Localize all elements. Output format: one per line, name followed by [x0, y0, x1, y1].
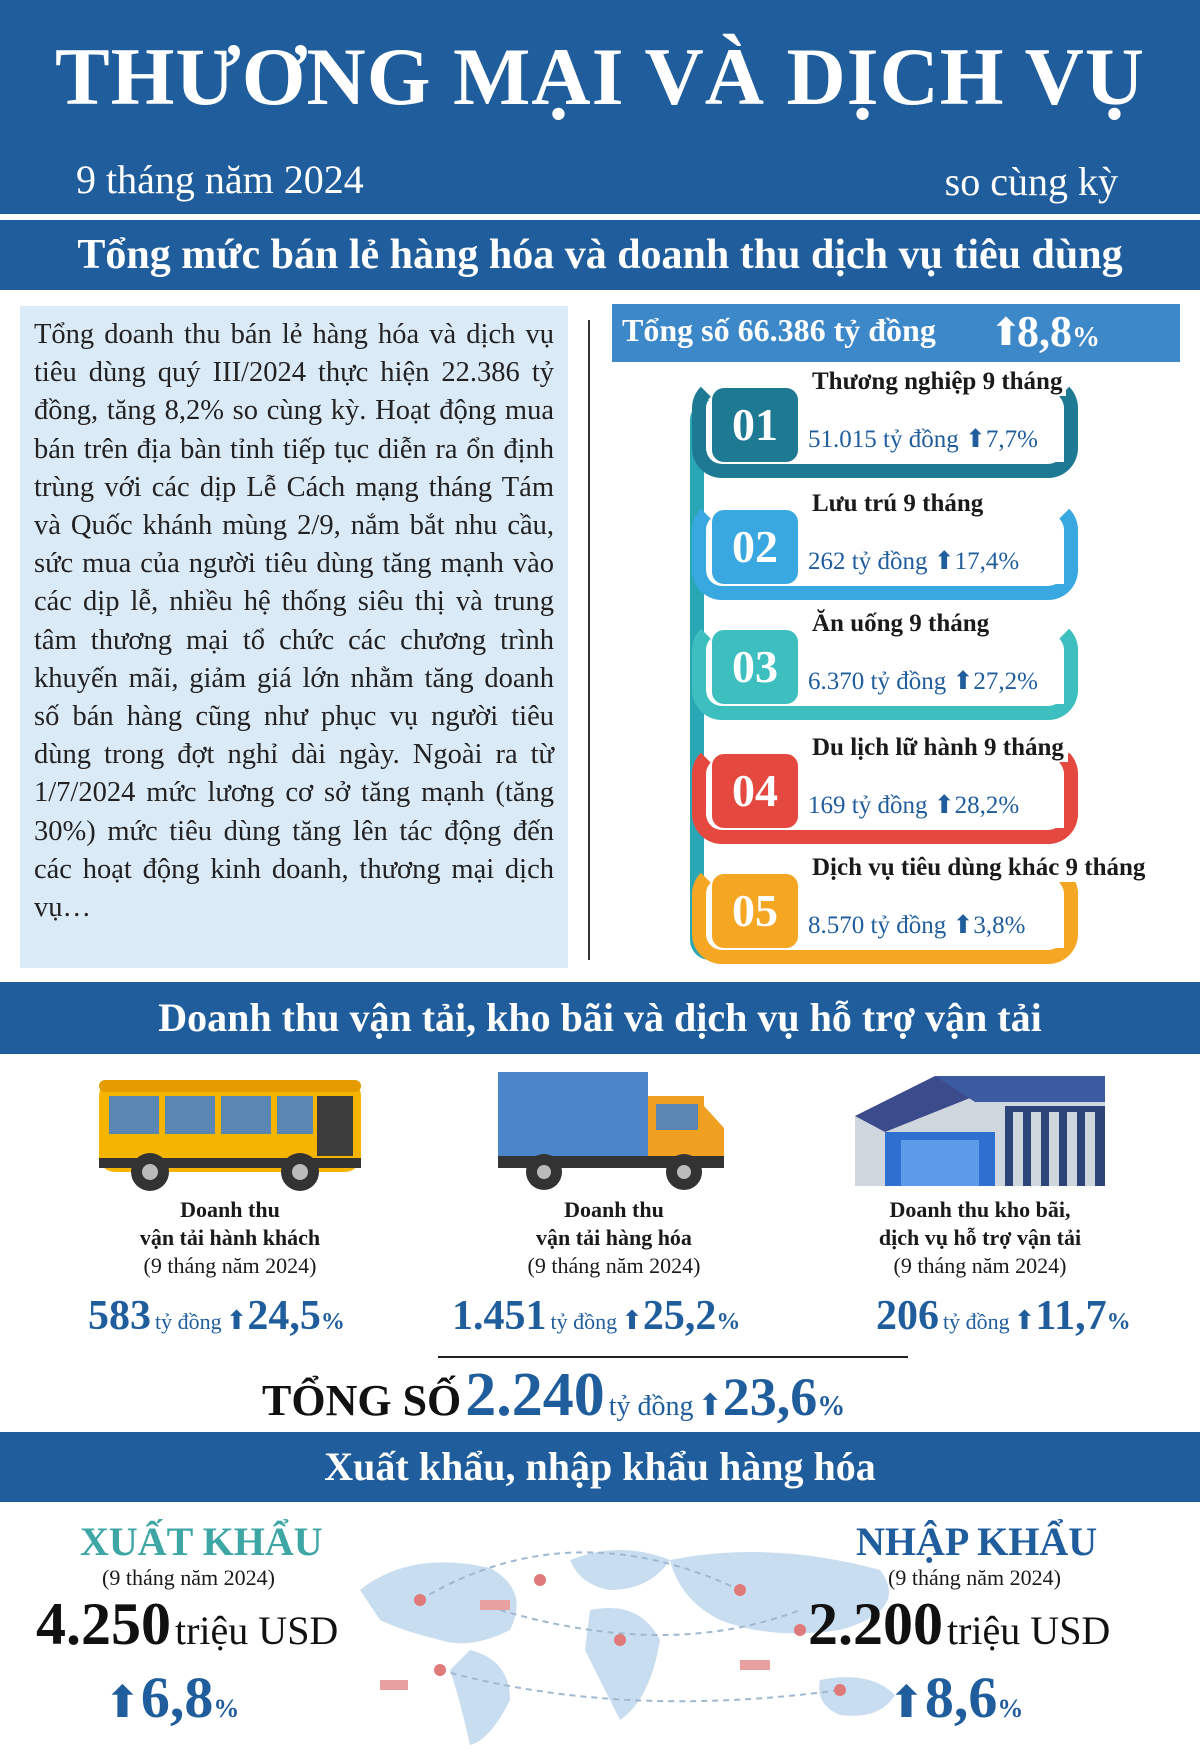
- up-arrow-icon: ⬆: [933, 548, 955, 575]
- transport-passenger-value: 583 tỷ đồng ⬆24,5%: [88, 1293, 345, 1339]
- retail-card-number: 02: [712, 510, 798, 584]
- up-arrow-icon: ⬆: [1013, 1306, 1036, 1335]
- transport-warehouse-line1: Doanh thu kho bãi,: [889, 1197, 1071, 1222]
- retail-total-box: [612, 304, 1180, 362]
- retail-total-pct: 8,8%: [1017, 307, 1100, 356]
- header: [0, 0, 1200, 216]
- transport-goods: [424, 1066, 804, 1280]
- transport-warehouse: [790, 1066, 1170, 1280]
- transport-goods-value: 1.451 tỷ đồng ⬆25,2%: [452, 1293, 741, 1339]
- transport-total-pct: 23,6%: [722, 1367, 846, 1427]
- retail-card-value: 6.370 tỷ đồng ⬆27,2%: [804, 660, 1064, 704]
- retail-total-label: Tổng số 66.386 tỷ đồng: [622, 312, 936, 348]
- retail-card-number: 04: [712, 754, 798, 828]
- retail-divider: [588, 320, 590, 960]
- retail-card: [692, 734, 1078, 856]
- transport-goods-line3: (9 tháng năm 2024): [527, 1253, 701, 1278]
- comparison-label: so cùng kỳ: [944, 159, 1118, 204]
- transport-passenger-line3: (9 tháng năm 2024): [143, 1253, 317, 1278]
- retail-section-title: Tổng mức bán lẻ hàng hóa và doanh thu dịch vụ tiêu dùng: [0, 220, 1200, 290]
- transport-total-value: 2.240: [465, 1361, 605, 1429]
- page-title: THƯƠNG MẠI VÀ DỊCH VỤ: [54, 31, 1146, 122]
- retail-card-label: Dịch vụ tiêu dùng khác 9 tháng: [808, 854, 1149, 882]
- export-value: 4.250 triệu USD: [36, 1591, 339, 1657]
- export-period: (9 tháng năm 2024): [102, 1565, 275, 1590]
- bus-icon: [95, 1066, 365, 1196]
- retail-card-value: 8.570 tỷ đồng ⬆3,8%: [804, 904, 1064, 948]
- up-arrow-icon: ⬆: [952, 668, 974, 695]
- retail-card: [692, 490, 1078, 612]
- header-divider: [0, 214, 1200, 218]
- retail-card-number: 01: [712, 388, 798, 462]
- retail-card: [692, 610, 1078, 732]
- up-arrow-icon: ⬆: [990, 312, 1022, 354]
- retail-card-label: Du lịch lữ hành 9 tháng: [808, 734, 1068, 762]
- up-arrow-icon: ⬆: [621, 1306, 643, 1335]
- up-arrow-icon: ⬆: [888, 1678, 925, 1727]
- import-title: NHẬP KHẨU: [856, 1519, 1098, 1564]
- transport-divider: [438, 1356, 908, 1358]
- transport-passenger-line2: vận tải hành khách: [139, 1225, 321, 1250]
- transport-passenger-line1: Doanh thu: [180, 1197, 280, 1222]
- up-arrow-icon: ⬆: [933, 792, 955, 819]
- retail-card-label: Ăn uống 9 tháng: [808, 610, 993, 638]
- up-arrow-icon: ⬆: [952, 912, 974, 939]
- retail-card: [692, 854, 1146, 976]
- retail-card-number: 05: [712, 874, 798, 948]
- retail-card-number: 03: [712, 630, 798, 704]
- retail-card-label: Thương nghiệp 9 tháng: [808, 368, 1066, 396]
- up-arrow-icon: ⬆: [225, 1306, 248, 1335]
- up-arrow-icon: ⬆: [697, 1389, 723, 1422]
- transport-section-title: Doanh thu vận tải, kho bãi và dịch vụ hỗ trợ vận tải: [0, 982, 1200, 1054]
- transport-warehouse-line3: (9 tháng năm 2024): [893, 1253, 1067, 1278]
- transport-warehouse-value: 206 tỷ đồng ⬆11,7%: [876, 1293, 1131, 1339]
- retail-description: Tổng doanh thu bán lẻ hàng hóa và dịch vụ tiêu dùng quý III/2024 thực hiện 22.386 tỷ đồng, tăng 8,2% so cùng kỳ. Hoạt động mua bán trên địa bàn tỉnh tiếp tục diễn ra ổn định trùng với các dịp Lễ Cách mạng tháng Tám và Quốc khánh mùng 2/9, nắm bắt nhu cầu, sức mua của người tiêu dùng tăng mạnh vào các dịp lễ, nhiều hệ thống siêu thị và trung tâm thương mại tổ chức các chương trình khuyến mãi, giảm giá lớn nhằm tăng doanh số bán hàng cũng như phục vụ người tiêu dùng trong đợt nghỉ dài ngày. Ngoài ra từ 1/7/2024 mức lương cơ sở tăng mạnh (tăng 30%) mức tiêu dùng tăng lên tác động đến các hoạt động kinh doanh, thương mại dịch vụ…: [20, 306, 568, 968]
- transport-passenger: [40, 1066, 420, 1280]
- import-pct: ⬆8,6%: [888, 1665, 1024, 1730]
- trade-section-title: Xuất khẩu, nhập khẩu hàng hóa: [0, 1432, 1200, 1502]
- retail-card-value: 51.015 tỷ đồng ⬆7,7%: [804, 418, 1064, 462]
- transport-total-unit: tỷ đồng: [608, 1391, 694, 1422]
- transport-goods-line2: vận tải hàng hóa: [536, 1225, 692, 1250]
- import-period: (9 tháng năm 2024): [888, 1565, 1061, 1590]
- warehouse-icon: [845, 1066, 1115, 1196]
- import-value: 2.200 triệu USD: [808, 1591, 1111, 1657]
- retail-card-label: Lưu trú 9 tháng: [808, 490, 987, 518]
- retail-card-value: 169 tỷ đồng ⬆28,2%: [804, 784, 1064, 828]
- period-label: 9 tháng năm 2024: [76, 157, 364, 202]
- transport-total-label: TỔNG SỐ: [262, 1376, 462, 1425]
- transport-total: [262, 1360, 845, 1431]
- transport-warehouse-line2: dịch vụ hỗ trợ vận tải: [878, 1225, 1082, 1250]
- transport-goods-line1: Doanh thu: [564, 1197, 664, 1222]
- retail-card: [692, 368, 1078, 490]
- up-arrow-icon: ⬆: [964, 426, 986, 453]
- export-title: XUẤT KHẨU: [80, 1519, 323, 1564]
- retail-card-value: 262 tỷ đồng ⬆17,4%: [804, 540, 1064, 584]
- export-pct: ⬆6,8%: [104, 1665, 240, 1730]
- up-arrow-icon: ⬆: [104, 1678, 141, 1727]
- truck-icon: [494, 1066, 734, 1196]
